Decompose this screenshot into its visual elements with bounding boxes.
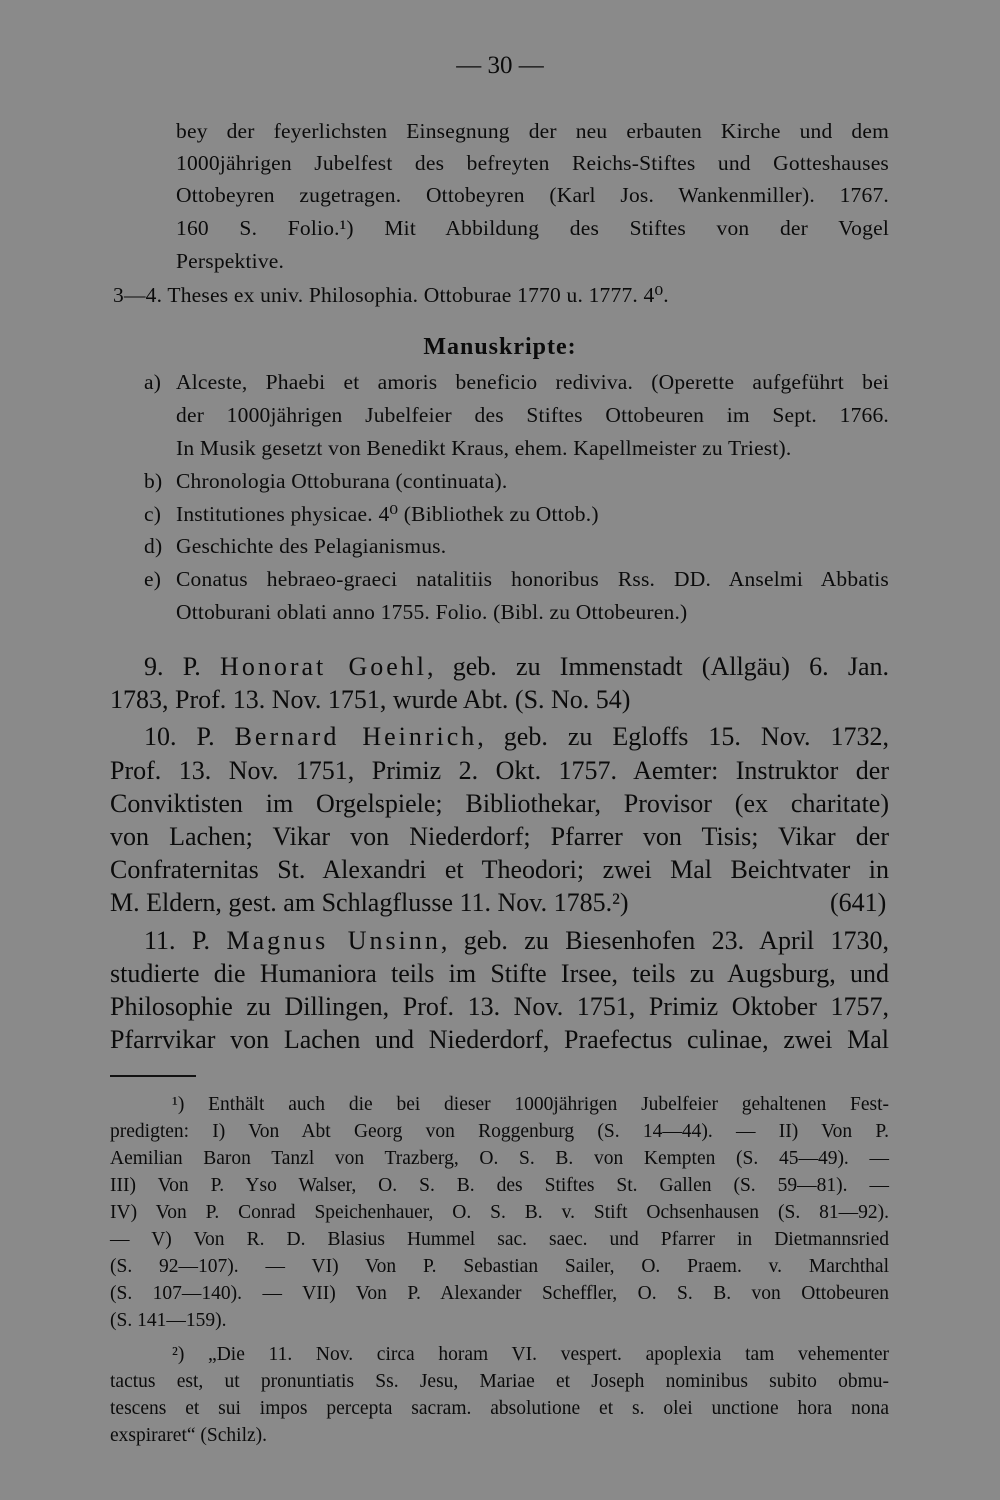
intro-line: bey der feyerlichsten Einsegnung der neu erbauten Kirche und dem — [176, 119, 889, 143]
entry-number: 11. P. — [144, 926, 211, 955]
entry-text: , geb. zu Immenstadt (Allgäu) 6. Jan. — [427, 652, 889, 681]
entry-first-line — [144, 926, 889, 956]
entry-text: , geb. zu Egloffs 15. Nov. 1732, — [477, 722, 889, 751]
manuscript-line: Conatus hebraeo-graeci natalitiis honoribus Rss. DD. Anselmi Abbatis — [176, 567, 889, 591]
manuscript-line: Ottoburani oblati anno 1755. Folio. (Bibl. zu Ottobeuren.) — [176, 600, 688, 624]
page-number: — 30 — — [456, 52, 544, 79]
footnote-line: tactus est, ut pronuntiatis Ss. Jesu, Mariae et Joseph nominibus subito obmu- — [110, 1371, 889, 1392]
entry-first-line — [144, 722, 889, 752]
entry-first-line — [144, 652, 889, 682]
footnote-line: (S. 141—159). — [110, 1310, 227, 1331]
intro-line: 1000jährigen Jubelfest des befreyten Reichs-Stiftes und Gotteshauses — [176, 151, 889, 175]
footnote-separator — [110, 1075, 196, 1077]
footnote-line: Aemilian Baron Tanzl von Trazberg, O. S. B. von Kempten (S. 45—49). — — [110, 1148, 889, 1169]
manuscript-marker: e) — [144, 567, 162, 591]
manuscript-marker: b) — [144, 469, 163, 493]
entry-line: 1783, Prof. 13. Nov. 1751, wurde Abt. (S. No. 54) — [110, 685, 631, 714]
entry-line: Conviktisten im Orgelspiele; Bibliothekar, Provisor (ex charitate) — [110, 789, 889, 818]
footnote-line: ²) „Die 11. Nov. circa horam VI. vespert. apoplexia tam vehementer — [172, 1344, 889, 1365]
manuscript-line: Alceste, Phaebi et amoris beneficio rediviva. (Operette aufgeführt bei — [176, 370, 889, 394]
manuscript-marker: d) — [144, 534, 163, 558]
manuscript-line: Institutiones physicae. 4⁰ (Bibliothek zu Ottob.) — [176, 502, 599, 526]
footnote-line: ¹) Enthält auch die bei dieser 1000jährigen Jubelfeier gehaltenen Fest- — [172, 1094, 889, 1115]
manuscript-line: der 1000jährigen Jubelfeier des Stiftes Ottobeuren im Sept. 1766. — [176, 403, 889, 427]
footnote-line: III) Von P. Yso Walser, O. S. B. des Stiftes St. Gallen (S. 59—81). — — [110, 1175, 889, 1196]
entry-line: Prof. 13. Nov. 1751, Primiz 2. Okt. 1757. Aemter: Instruktor der — [110, 756, 889, 785]
intro-line: 160 S. Folio.¹) Mit Abbildung des Stiftes von der Vogel — [176, 216, 889, 240]
entry-number: 9. P. — [144, 652, 201, 681]
entry-name: Honorat Goehl — [220, 652, 428, 681]
entry-line: M. Eldern, gest. am Schlagflusse 11. Nov. 1785.²) — [110, 888, 629, 917]
theses-line: 3—4. Theses ex univ. Philosophia. Ottoburae 1770 u. 1777. 4⁰. — [113, 283, 669, 307]
footnote-line: (S. 92—107). — VI) Von P. Sebastian Sailer, O. Praem. v. Marchthal — [110, 1256, 889, 1277]
entry-reference: (641) — [830, 888, 887, 917]
entry-line: studierte die Humaniora teils im Stifte Irsee, teils zu Augsburg, und — [110, 959, 889, 988]
entry-line: von Lachen; Vikar von Niederdorf; Pfarrer von Tisis; Vikar der — [110, 822, 889, 851]
manuscript-line: In Musik gesetzt von Benedikt Kraus, ehem. Kapellmeister zu Triest). — [176, 436, 792, 460]
intro-line: Perspektive. — [176, 249, 285, 273]
entry-number: 10. P. — [144, 722, 215, 751]
manuscript-marker: a) — [144, 370, 162, 394]
footnote-line: predigten: I) Von Abt Georg von Roggenburg (S. 14—44). — II) Von P. — [110, 1121, 889, 1142]
manuscript-marker: c) — [144, 502, 162, 526]
manuscripts-heading: Manuskripte: — [423, 334, 577, 360]
manuscript-line: Geschichte des Pelagianismus. — [176, 534, 447, 558]
entry-name: Magnus Unsinn — [226, 926, 441, 955]
entry-line: Confraternitas St. Alexandri et Theodori; zwei Mal Beichtvater in — [110, 855, 889, 884]
manuscript-line: Chronologia Ottoburana (continuata). — [176, 469, 508, 493]
footnote-line: (S. 107—140). — VII) Von P. Alexander Scheffler, O. S. B. von Ottobeuren — [110, 1283, 889, 1304]
footnote-line: — V) Von R. D. Blasius Hummel sac. saec. und Pfarrer in Dietmannsried — [110, 1229, 889, 1250]
entry-text: , geb. zu Biesenhofen 23. April 1730, — [440, 926, 889, 955]
entry-line: Pfarrvikar von Lachen und Niederdorf, Praefectus culinae, zwei Mal — [110, 1025, 889, 1054]
footnote-line: IV) Von P. Conrad Speichenhauer, O. S. B. v. Stift Ochsenhausen (S. 81—92). — [110, 1202, 889, 1223]
intro-line: Ottobeyren zugetragen. Ottobeyren (Karl Jos. Wankenmiller). 1767. — [176, 183, 889, 207]
entry-line: Philosophie zu Dillingen, Prof. 13. Nov. 1751, Primiz Oktober 1757, — [110, 992, 889, 1021]
footnote-line: exspiraret“ (Schilz). — [110, 1425, 268, 1446]
footnote-line: tescens et sui impos percepta sacram. absolutione et s. olei unctione hora nona — [110, 1398, 889, 1419]
entry-name: Bernard Heinrich — [234, 722, 478, 751]
